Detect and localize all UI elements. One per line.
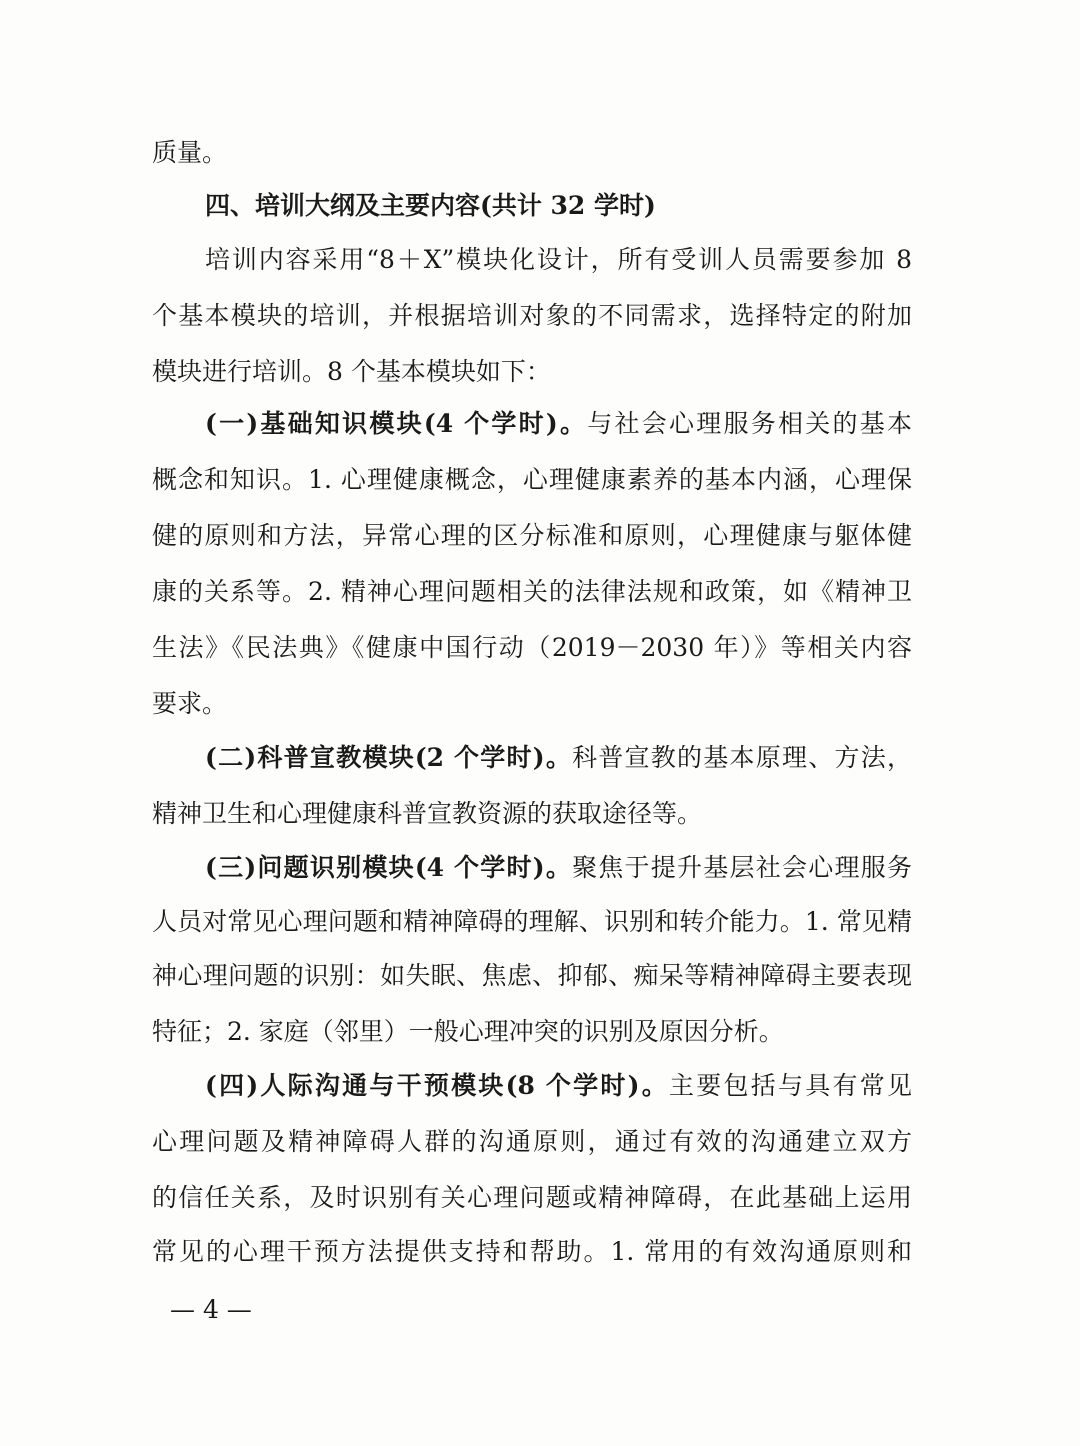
text-line: 培训内容采用“8＋X”模块化设计，所有受训人员需要参加 8 xyxy=(205,245,912,274)
module-3-text: 聚焦于提升基层社会心理服务 xyxy=(572,853,912,882)
module-2-line xyxy=(205,738,912,778)
text-line: 模块进行培训。8 个基本模块如下： xyxy=(152,357,551,386)
text-line: 的信任关系，及时识别有关心理问题或精神障碍，在此基础上运用 xyxy=(152,1183,912,1212)
text-line: 生法》《民法典》《健康中国行动（2019－2030 年）》等相关内容 xyxy=(152,633,912,662)
text-line: 康的关系等。2. 精神心理问题相关的法律法规和政策，如《精神卫 xyxy=(152,577,912,606)
module-4-text: 主要包括与具有常见 xyxy=(668,1071,912,1100)
page-number: — 4 — xyxy=(170,1295,252,1324)
text-line: 神心理问题的识别：如失眠、焦虑、抑郁、痴呆等精神障碍主要表现 xyxy=(152,961,912,990)
text-line: 概念和知识。1. 心理健康概念，心理健康素养的基本内涵，心理保 xyxy=(152,465,912,494)
text-line: 健的原则和方法，异常心理的区分标准和原则，心理健康与躯体健 xyxy=(152,521,912,550)
text-line: 要求。 xyxy=(152,689,228,718)
module-3-line xyxy=(205,848,912,888)
text-line: 心理问题及精神障碍人群的沟通原则，通过有效的沟通建立双方 xyxy=(152,1127,912,1156)
module-1-heading: (一)基础知识模块(4 个学时)。 xyxy=(205,409,588,438)
module-1-text: 与社会心理服务相关的基本 xyxy=(587,409,912,438)
text-line: 质量。 xyxy=(152,138,228,167)
module-2-text: 科普宣教的基本原理、方法， xyxy=(572,743,912,772)
text-line: 特征；2. 家庭（邻里）一般心理冲突的识别及原因分析。 xyxy=(152,1017,784,1046)
text-line: 人员对常见心理问题和精神障碍的理解、识别和转介能力。1. 常见精 xyxy=(152,907,912,936)
text-line: 精神卫生和心理健康科普宣教资源的获取途径等。 xyxy=(152,799,703,828)
module-4-heading: (四)人际沟通与干预模块(8 个学时)。 xyxy=(205,1071,669,1100)
module-4-line xyxy=(205,1066,912,1106)
module-3-heading: (三)问题识别模块(4 个学时)。 xyxy=(205,853,573,882)
module-2-heading: (二)科普宣教模块(2 个学时)。 xyxy=(205,743,573,772)
text-line: 常见的心理干预方法提供支持和帮助。1. 常用的有效沟通原则和 xyxy=(152,1237,912,1266)
text-line: 个基本模块的培训，并根据培训对象的不同需求，选择特定的附加 xyxy=(152,301,912,330)
module-1-line xyxy=(205,404,912,444)
section-heading: 四、培训大纲及主要内容(共计 32 学时) xyxy=(205,191,656,220)
